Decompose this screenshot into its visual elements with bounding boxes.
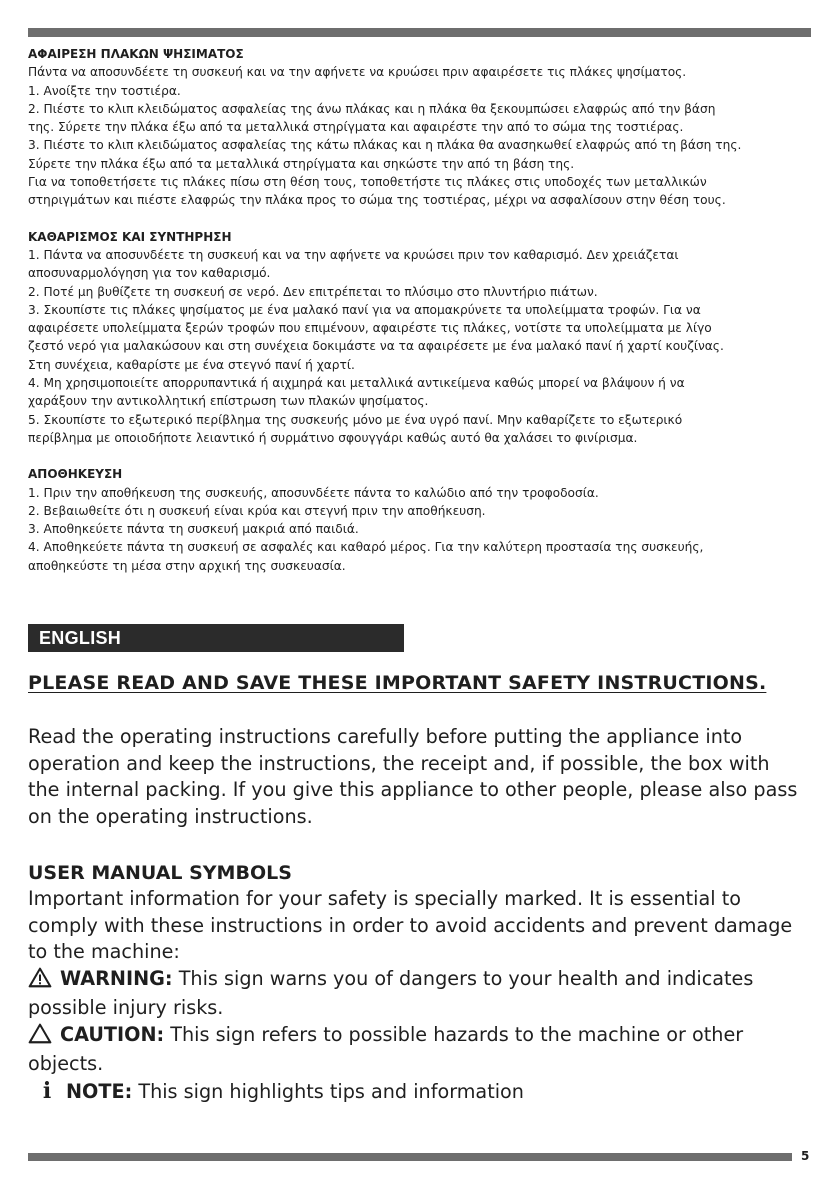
intro-line: the internal packing. If you give this appliance to other people, please also pass bbox=[28, 778, 798, 801]
greek-line: 1. Πριν την αποθήκευση της συσκευής, αποσυνδέετε πάντα το καλώδιο από την τροφοδοσία. bbox=[28, 485, 599, 500]
greek-line: 4. Αποθηκεύετε πάντα τη συσκευή σε ασφαλές και καθαρό μέρος. Για την καλύτερη προστασία της συσκευής, bbox=[28, 540, 704, 555]
greek-line: Στη συνέχεια, καθαρίστε με ένα στεγνό πανί ή χαρτί. bbox=[28, 357, 355, 372]
language-label: ENGLISH bbox=[39, 628, 122, 648]
greek-line: 3. Πιέστε το κλιπ κλειδώματος ασφαλείας της κάτω πλάκας και η πλάκα θα ανασηκωθεί ελαφρώς από τη βάση της. bbox=[28, 138, 742, 153]
warning-item bbox=[28, 966, 813, 1022]
greek-plate-removal-heading: ΑΦΑΙΡΕΣΗ ΠΛΑΚΩΝ ΨΗΣΙΜΑΤΟΣ bbox=[28, 47, 244, 61]
greek-line: χαράξουν την αντικολλητική επίστρωση των πλακών ψησίματος. bbox=[28, 394, 429, 409]
caution-triangle-icon bbox=[28, 1023, 52, 1052]
symbols-intro bbox=[28, 886, 813, 966]
greek-line: της. Σύρετε την πλάκα έξω από τα μεταλλικά στηρίγματα και αφαιρέστε την από το σώμα της τοστιέρας. bbox=[28, 120, 684, 135]
info-icon: i bbox=[42, 1077, 52, 1104]
caution-text: This sign refers to possible hazards to the machine or other bbox=[164, 1022, 744, 1046]
greek-storage bbox=[28, 465, 813, 575]
greek-line: αποσυναρμολόγηση για τον καθαρισμό. bbox=[28, 266, 271, 281]
greek-line: 4. Μη χρησιμοποιείτε απορρυπαντικά ή αιχμηρά και μεταλλικά αντικείμενα καθώς μπορεί να βλάψουν ή να bbox=[28, 376, 685, 391]
intro-line: Read the operating instructions carefully before putting the appliance into bbox=[28, 725, 743, 748]
intro-paragraph bbox=[28, 724, 813, 830]
greek-line: 3. Αποθηκεύετε πάντα τη συσκευή μακριά από παιδιά. bbox=[28, 522, 359, 537]
warning-text-cont: possible injury risks. bbox=[28, 996, 224, 1019]
greek-line: περίβλημα με οποιοδήποτε λειαντικό ή συρμάτινο σφουγγάρι καθώς αυτό θα χαλάσει το φινίρισμα. bbox=[28, 430, 638, 445]
page-number: 5 bbox=[801, 1149, 810, 1163]
symbols-intro-line: Important information for your safety is specially marked. It is essential to bbox=[28, 887, 741, 910]
caution-label: CAUTION: bbox=[60, 1022, 165, 1046]
greek-line: 3. Σκουπίστε τις πλάκες ψησίματος με ένα μαλακό πανί για να απομακρύνετε τα υπολείμματα τροφών. Για να bbox=[28, 302, 701, 317]
warning-label: WARNING: bbox=[60, 966, 173, 990]
bottom-divider-bar bbox=[28, 1153, 792, 1161]
intro-line: on the operating instructions. bbox=[28, 804, 313, 828]
greek-line: ζεστό νερό για μαλακώσουν και στη συνέχεια δοκιμάστε να τα αφαιρέσετε με ένα μαλακό πανί ή χαρτί κουζίνας. bbox=[28, 339, 724, 354]
greek-line: στηριγμάτων και πιέστε ελαφρώς την πλάκα προς το σώμα της τοστιέρας, μέχρι να ασφαλίσουν στην θέση τους. bbox=[28, 193, 726, 208]
note-text: This sign highlights tips and information bbox=[132, 1079, 524, 1103]
note-label: NOTE: bbox=[66, 1079, 133, 1103]
greek-line: 2. Ποτέ μη βυθίζετε τη συσκευή σε νερό. Δεν επιτρέπεται το πλύσιμο στο πλυντήριο πιάτων. bbox=[28, 284, 598, 299]
greek-line: 1. Πάντα να αποσυνδέετε τη συσκευή και να την αφήνετε να κρυώσει πριν τον καθαρισμό. Δεν χρειάζεται bbox=[28, 247, 679, 262]
greek-section bbox=[28, 45, 813, 593]
warning-triangle-icon bbox=[28, 967, 52, 996]
greek-line: Σύρετε την πλάκα έξω από τα μεταλλικά στηρίγματα και σηκώστε την από τη βάση της. bbox=[28, 156, 575, 171]
greek-cleaning bbox=[28, 228, 813, 448]
greek-line: Πάντα να αποσυνδέετε τη συσκευή και να την αφήνετε να κρυώσει πριν αφαιρέσετε τις πλάκες ψησίματος. bbox=[28, 65, 687, 80]
greek-line: 5. Σκουπίστε το εξωτερικό περίβλημα της συσκευής μόνο με ένα υγρό πανί. Μην καθαρίζετε το εξωτερικό bbox=[28, 412, 683, 427]
top-divider-bar bbox=[28, 28, 811, 37]
greek-plate-removal bbox=[28, 45, 813, 210]
safety-title: PLEASE READ AND SAVE THESE IMPORTANT SAFETY INSTRUCTIONS. bbox=[28, 672, 767, 694]
symbols-title: USER MANUAL SYMBOLS bbox=[28, 862, 292, 884]
symbols-intro-line: to the machine: bbox=[28, 940, 180, 963]
english-section bbox=[28, 672, 813, 1105]
greek-cleaning-heading: ΚΑΘΑΡΙΣΜΟΣ ΚΑΙ ΣΥΝΤΗΡΗΣΗ bbox=[28, 229, 232, 244]
greek-line: Για να τοποθετήσετε τις πλάκες πίσω στη θέση τους, τοποθετήστε τις πλάκες στις υποδοχές των μεταλλικών bbox=[28, 175, 707, 190]
symbols-intro-line: comply with these instructions in order to avoid accidents and prevent damage bbox=[28, 913, 793, 937]
caution-text-cont: objects. bbox=[28, 1052, 104, 1075]
greek-line: 1. Ανοίξτε την τοστιέρα. bbox=[28, 83, 181, 98]
greek-line: αφαιρέσετε υπολείμματα ξερών τροφών που επιμένουν, αφαιρέστε τις πλάκες, νοτίστε τα υπολείμματα με λίγο bbox=[28, 321, 712, 336]
warning-text: This sign warns you of dangers to your health and indicates bbox=[172, 966, 754, 990]
greek-line: 2. Πιέστε το κλιπ κλειδώματος ασφαλείας της άνω πλάκας και η πλάκα θα ξεκουμπώσει ελαφρώς από την βάση bbox=[28, 101, 716, 116]
greek-line: 2. Βεβαιωθείτε ότι η συσκευή είναι κρύα και στεγνή πριν την αποθήκευση. bbox=[28, 503, 486, 518]
intro-line: operation and keep the instructions, the receipt and, if possible, the box with bbox=[28, 751, 770, 775]
note-item bbox=[28, 1078, 813, 1106]
language-header-bar bbox=[28, 624, 404, 652]
greek-line: αποθηκεύστε τη μέσα στην αρχική της συσκευασία. bbox=[28, 558, 346, 573]
caution-item bbox=[28, 1022, 813, 1078]
greek-storage-heading: ΑΠΟΘΗΚΕΥΣΗ bbox=[28, 467, 123, 482]
